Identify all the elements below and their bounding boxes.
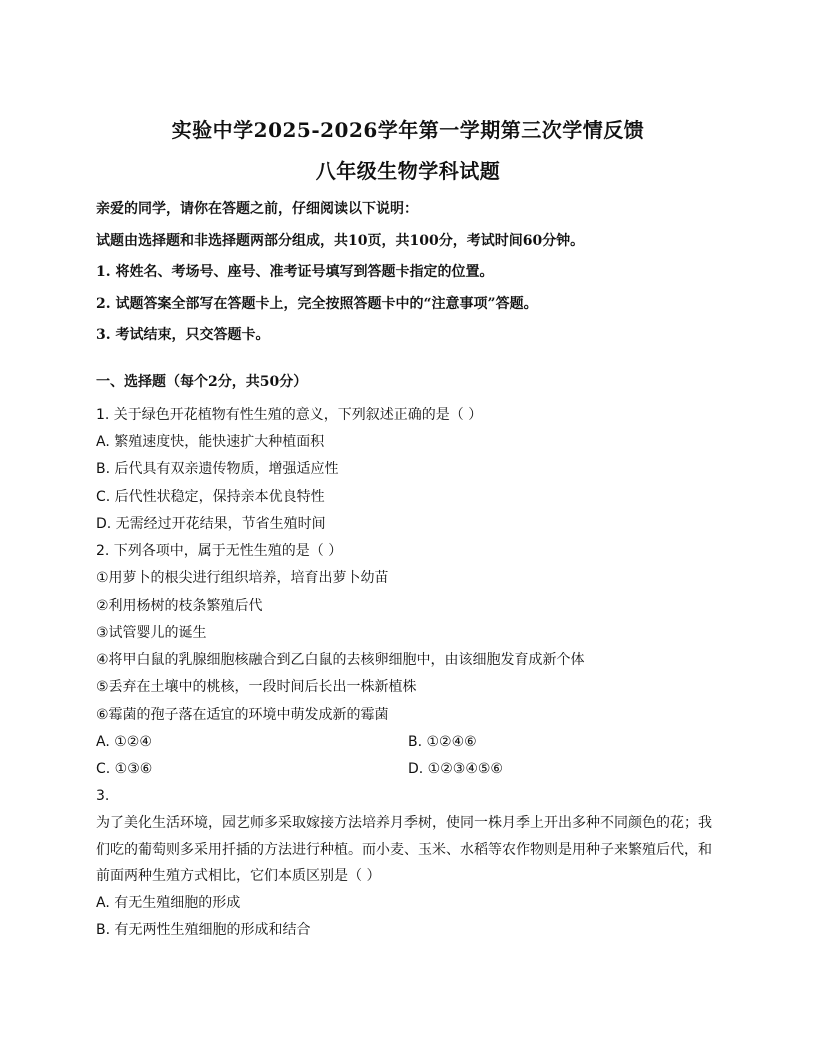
question-2-option-b: B. ①②④⑥: [408, 734, 477, 750]
question-2-item: ⑤丢弃在土壤中的桃核，一段时间后长出一株新植株: [96, 679, 417, 695]
question-2-item: ②利用杨树的枝条繁殖后代: [96, 598, 263, 614]
question-3-stem-line-1: 为了美化生活环境，园艺师多采取嫁接方法培养月季树，使同一株月季上开出多种不同颜色的花；我: [96, 815, 712, 831]
question-3-option-b: B. 有无两性生殖细胞的形成和结合: [96, 922, 311, 938]
question-3-stem-line-3: 前面两种生殖方式相比，它们本质区别是（ ）: [96, 868, 381, 884]
question-3-number: 3.: [96, 788, 110, 804]
question-1-option-b: B. 后代具有双亲遗传物质，增强适应性: [96, 461, 339, 477]
instructions-intro: 试题由选择题和非选择题两部分组成，共10页，共100分，考试时间60分钟。: [96, 233, 585, 249]
instructions-rule-3: 3. 考试结束，只交答题卡。: [96, 327, 270, 343]
question-1-option-c: C. 后代性状稳定，保持亲本优良特性: [96, 489, 325, 505]
section-heading: 一、选择题（每个2分，共50分）: [96, 374, 308, 390]
exam-subtitle: 八年级生物学科试题: [315, 159, 501, 183]
question-2-option-a: A. ①②④: [96, 734, 152, 750]
question-2-option-c: C. ①③⑥: [96, 761, 153, 777]
question-3-option-a: A. 有无生殖细胞的形成: [96, 895, 241, 911]
instructions-greeting: 亲爱的同学，请你在答题之前，仔细阅读以下说明：: [96, 201, 418, 217]
question-1-stem: 1. 关于绿色开花植物有性生殖的意义，下列叙述正确的是（ ）: [96, 407, 483, 423]
question-2-stem: 2. 下列各项中，属于无性生殖的是（ ）: [96, 543, 343, 559]
question-1-option-d: D. 无需经过开花结果，节省生殖时间: [96, 516, 326, 532]
question-2-option-d: D. ①②③④⑤⑥: [408, 761, 503, 777]
instructions-rule-2: 2. 试题答案全部写在答题卡上，完全按照答题卡中的“注意事项”答题。: [96, 296, 538, 312]
instructions-rule-1: 1. 将姓名、考场号、座号、准考证号填写到答题卡指定的位置。: [96, 264, 494, 280]
question-2-item: ⑥霉菌的孢子落在适宜的环境中萌发成新的霉菌: [96, 707, 389, 723]
question-2-item: ①用萝卜的根尖进行组织培养，培育出萝卜幼苗: [96, 570, 389, 586]
exam-title: 实验中学2025-2026学年第一学期第三次学情反馈: [171, 118, 645, 142]
question-2-item: ④将甲白鼠的乳腺细胞核融合到乙白鼠的去核卵细胞中，由该细胞发育成新个体: [96, 652, 585, 668]
question-3-stem-line-2: 们吃的葡萄则多采用扦插的方法进行种植。而小麦、玉米、水稻等农作物则是用种子来繁殖后代，和: [96, 842, 712, 858]
question-1-option-a: A. 繁殖速度快，能快速扩大种植面积: [96, 434, 325, 450]
question-2-item: ③试管婴儿的诞生: [96, 625, 207, 641]
